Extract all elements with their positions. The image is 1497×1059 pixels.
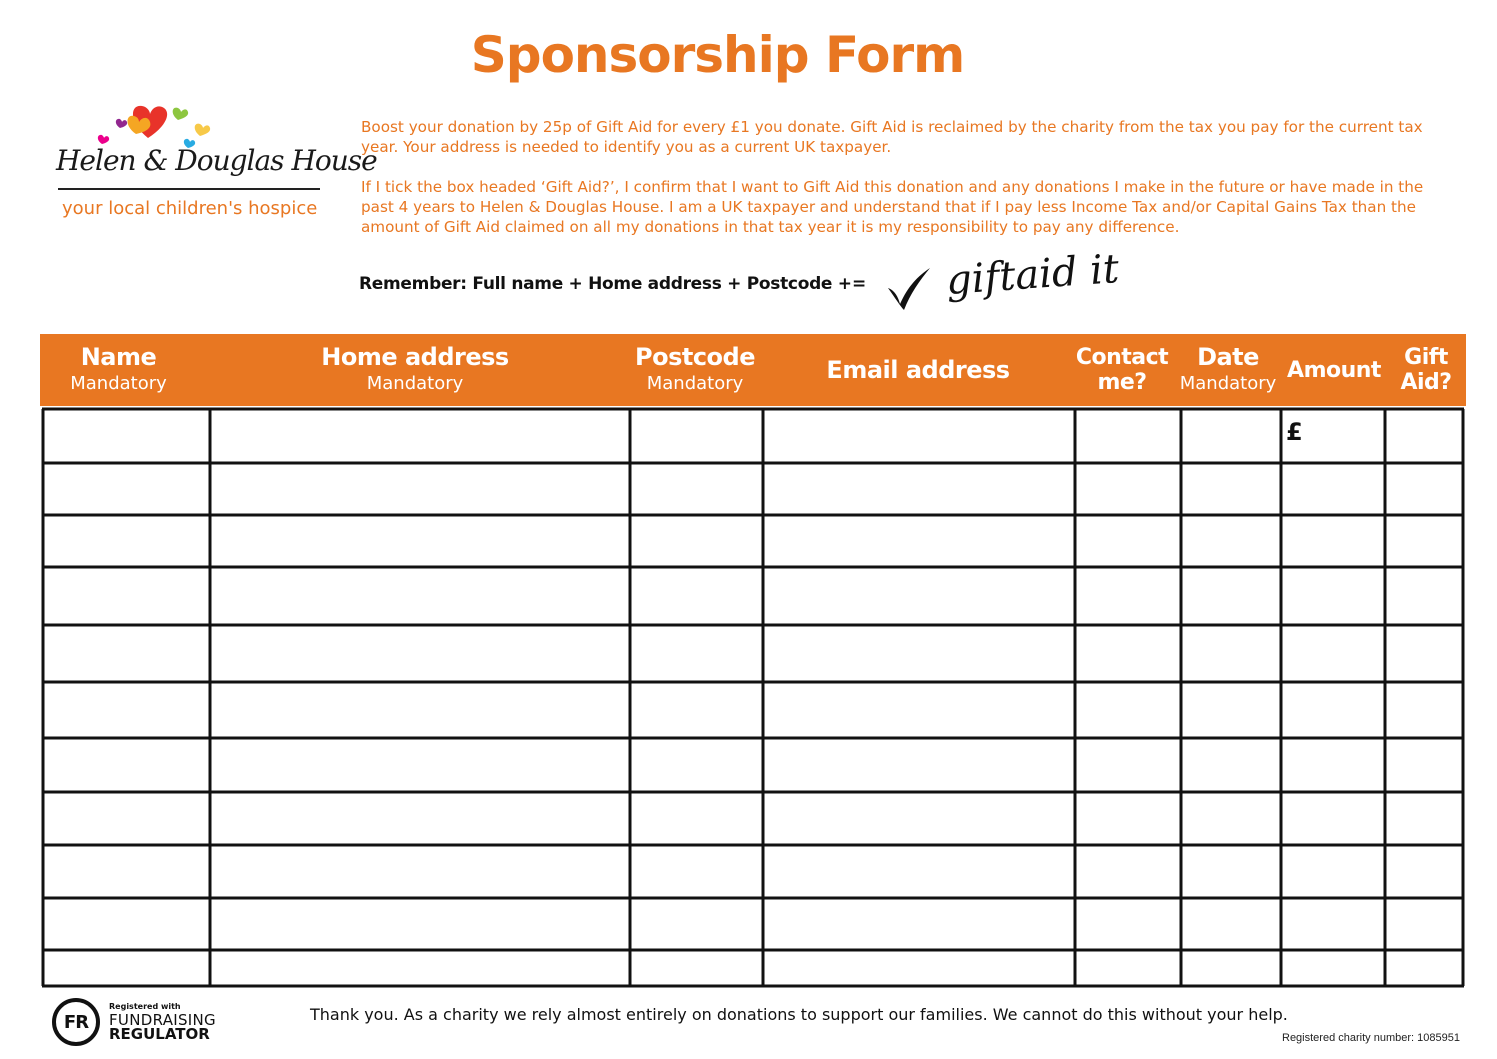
column-label: Home address (321, 343, 509, 371)
intro-paragraph-1: Boost your donation by 25p of Gift Aid for every £1 you donate. Gift Aid is reclaimed by the charity from the tax you pay for the current tax year. Your address is needed to identify you as a current UK taxpayer. (361, 118, 1423, 156)
column-header-postcode (630, 334, 760, 406)
column-sublabel: Mandatory (70, 373, 167, 394)
column-header-name (40, 334, 197, 406)
column-label: Name (80, 343, 157, 371)
fundraising-regulator-logo (52, 998, 216, 1048)
reminder-equals: = (852, 274, 867, 294)
logo-tagline: your local children's hospice (62, 198, 318, 219)
column-label: Contact me? (1075, 345, 1169, 395)
form-title (0, 26, 1497, 84)
form-title-text: Sponsorship Form (470, 26, 965, 84)
charity-number: Registered charity number: 1085951 (1282, 1032, 1460, 1044)
thank-you-note: Thank you. As a charity we rely almost entirely on donations to support our families. We cannot do this without your help. (310, 1005, 1288, 1024)
reminder-text: Remember: Full name + Home address + Postcode + (359, 274, 852, 294)
table-grid-lines (40, 406, 1466, 989)
column-label: Date (1197, 343, 1259, 371)
giftaid-it-text: giftaid it (944, 246, 1121, 304)
column-header-contact-me (1072, 334, 1172, 406)
fr-registered-with: Registered with (109, 1002, 181, 1011)
logo-underline (58, 188, 320, 190)
column-header-amount (1282, 334, 1386, 406)
gift-aid-intro (361, 117, 1451, 257)
giftaid-it-logo (884, 248, 1134, 318)
column-header-date (1178, 334, 1278, 406)
logo-name: Helen & Douglas House (56, 144, 377, 177)
fr-badge: FR (52, 998, 100, 1046)
column-header-home-address (210, 334, 620, 406)
sponsor-table-grid (40, 406, 1466, 989)
column-label: Email address (826, 356, 1010, 384)
currency-symbol: £ (1286, 418, 1303, 446)
column-sublabel: Mandatory (1179, 373, 1277, 394)
hearts-icon (76, 100, 236, 150)
table-header (40, 334, 1466, 406)
tick-icon (884, 258, 944, 318)
fr-line2: REGULATOR (109, 1025, 210, 1043)
intro-paragraph-2: If I tick the box headed ‘Gift Aid?’, I confirm that I want to Gift Aid this donation and any donations I make in the future or have made in the past 4 years to Helen & Douglas House. I am a UK taxpayer and understand that if I pay less Income Tax and/or Capital Gains Tax than the amount of Gift Aid claimed on all my donations in that tax year it is my responsibility to pay any difference. (361, 178, 1424, 236)
charity-logo (56, 100, 377, 225)
column-sublabel: Mandatory (366, 373, 464, 394)
column-header-gift-aid (1386, 334, 1466, 406)
column-sublabel: Mandatory (646, 373, 744, 394)
column-label: Amount (1287, 357, 1381, 383)
column-label: Gift Aid? (1400, 345, 1452, 395)
fr-line1: FUNDRAISING (109, 1011, 216, 1029)
column-label: Postcode (634, 343, 755, 371)
column-header-email-address (763, 334, 1073, 406)
